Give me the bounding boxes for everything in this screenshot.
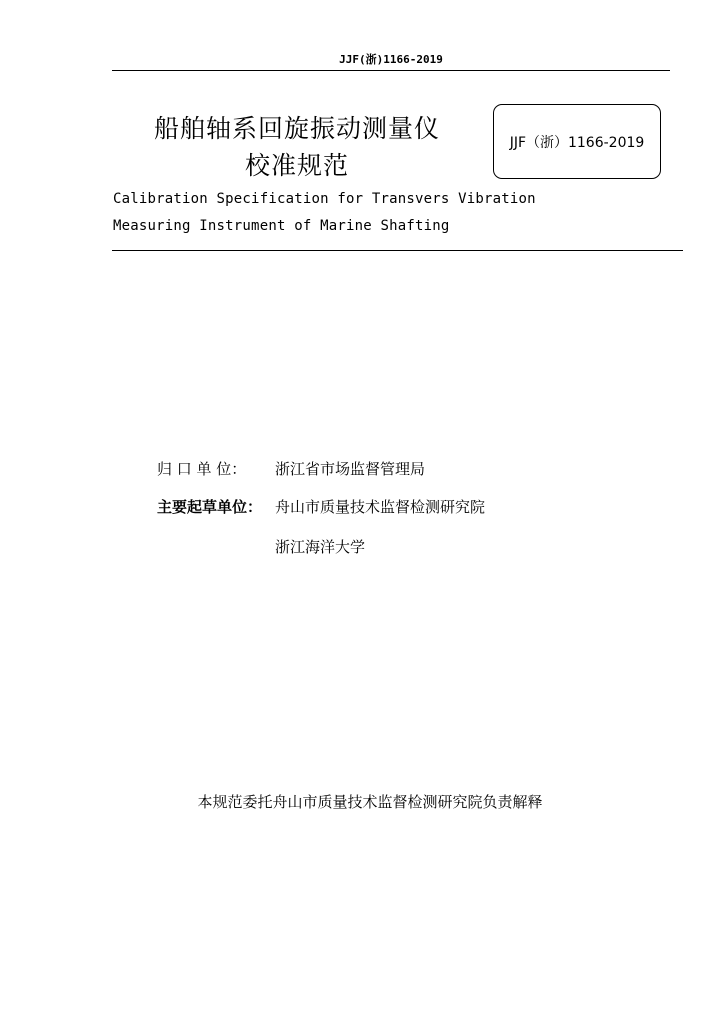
title-english-line2: Measuring Instrument of Marine Shafting [113, 218, 450, 234]
responsible-unit-label: 归 口 单 位： [157, 460, 247, 478]
drafting-unit-label: 主要起草单位： [157, 498, 263, 516]
header-rule [112, 70, 670, 71]
drafting-unit-value-1: 舟山市质量技术监督检测研究院 [275, 498, 486, 516]
interpretation-note: 本规范委托舟山市质量技术监督检测研究院负责解释 [197, 793, 543, 811]
standard-code-box [493, 104, 661, 179]
title-rule [112, 250, 683, 251]
drafting-unit-value-2: 浙江海洋大学 [275, 538, 366, 556]
title-chinese-line1: 船舶轴系回旋振动测量仪 [153, 114, 440, 143]
title-english-line1: Calibration Specification for Transvers Vibration [113, 191, 536, 207]
header-standard-code: JJF(浙)1166-2019 [339, 53, 443, 66]
responsible-unit-row [157, 459, 425, 479]
standard-code-text: JJF（浙）1166-2019 [509, 134, 645, 151]
title-chinese-line2: 校准规范 [244, 151, 349, 180]
drafting-unit-row-2 [157, 537, 365, 557]
drafting-unit-row [157, 497, 485, 517]
responsible-unit-value: 浙江省市场监督管理局 [275, 460, 426, 478]
